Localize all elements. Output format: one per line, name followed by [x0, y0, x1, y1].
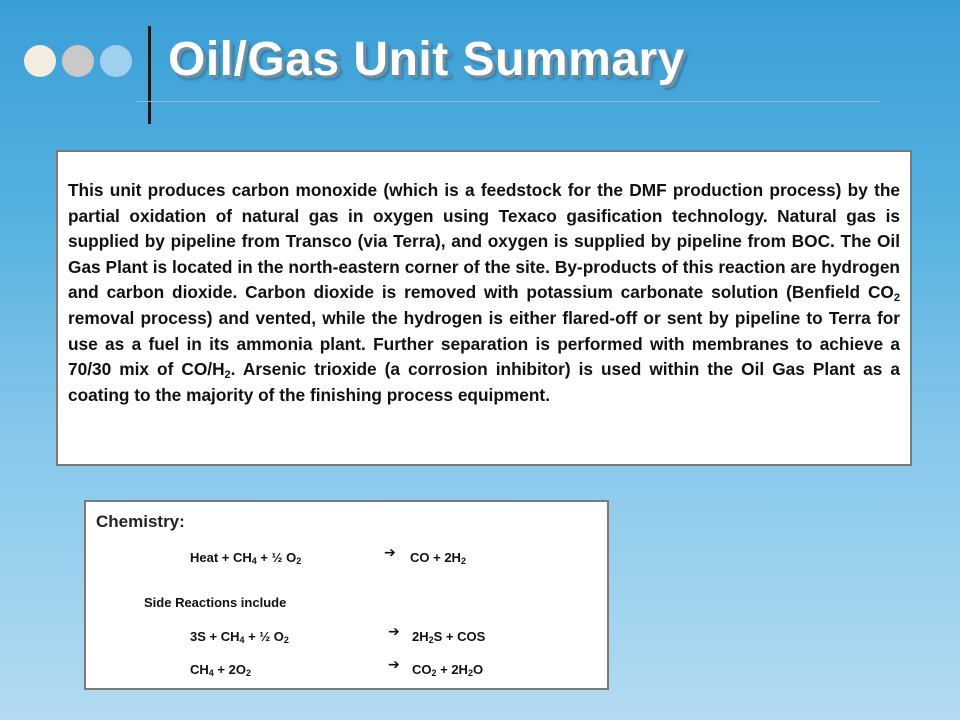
title-vertical-divider	[148, 26, 151, 124]
summary-text-2: removal process) and vented, while the hydrogen is either flared-off or sent by pipeline to Terra for use as a fuel in its ammonia plant. Further separation is performed with membranes to achieve a 70/30 mix of CO/H	[68, 307, 900, 380]
summary-text-1: This unit produces carbon monoxide (which is a feedstock for the DMF production process) by the partial oxidation of natural gas in oxygen using Texaco gasification technology. Natural gas is supplied by pipeline from Transco (via Terra), and oxygen is supplied by pipeline from BOC. The Oil Gas Plant is located in the north-eastern corner of the site. By-products of this reaction are hydrogen and carbon dioxide. Carbon dioxide is removed with potassium carbonate solution (Benfield CO	[68, 180, 900, 303]
chemistry-heading: Chemistry:	[96, 512, 185, 531]
summary-box	[56, 150, 912, 466]
side-reaction-1-products: $2H_2S$ + COS	[412, 629, 486, 645]
summary-subscript-1: 2	[893, 292, 900, 305]
side-reaction-2-products: $CO_2 + 2H_2O$	[412, 662, 484, 678]
reaction-arrow-icon: ➔	[388, 624, 400, 640]
summary-text-3: . Arsenic trioxide (a corrosion inhibitor) is used within the Oil Gas Plant as a coating to the majority of the finishing process equipment.	[68, 359, 900, 405]
title-horizontal-divider	[136, 101, 880, 102]
title-decoration-dots	[24, 45, 132, 81]
summary-paragraph	[68, 178, 900, 408]
side-reaction-1-reactants: $3S + CH_4$ + ½ $O_2$	[190, 629, 289, 645]
decor-dot-gray	[62, 45, 94, 77]
decor-dot-blue	[100, 45, 132, 77]
reaction-arrow-icon: ➔	[388, 657, 400, 673]
side-reactions-heading: Side Reactions include	[144, 595, 287, 610]
summary-subscript-2: 2	[224, 369, 231, 382]
slide-title: Oil/Gas Unit Summary	[168, 33, 685, 86]
side-reaction-2-reactants: $CH_4 + 2O_2$	[190, 662, 251, 678]
main-reaction-reactants: Heat + $CH_4$ + ½ $O_2$	[190, 550, 302, 566]
main-reaction-products: CO + $2H_2$	[410, 550, 466, 566]
reaction-arrow-icon: ➔	[384, 545, 396, 561]
chemistry-box	[84, 500, 609, 690]
decor-dot-cream	[24, 45, 56, 77]
